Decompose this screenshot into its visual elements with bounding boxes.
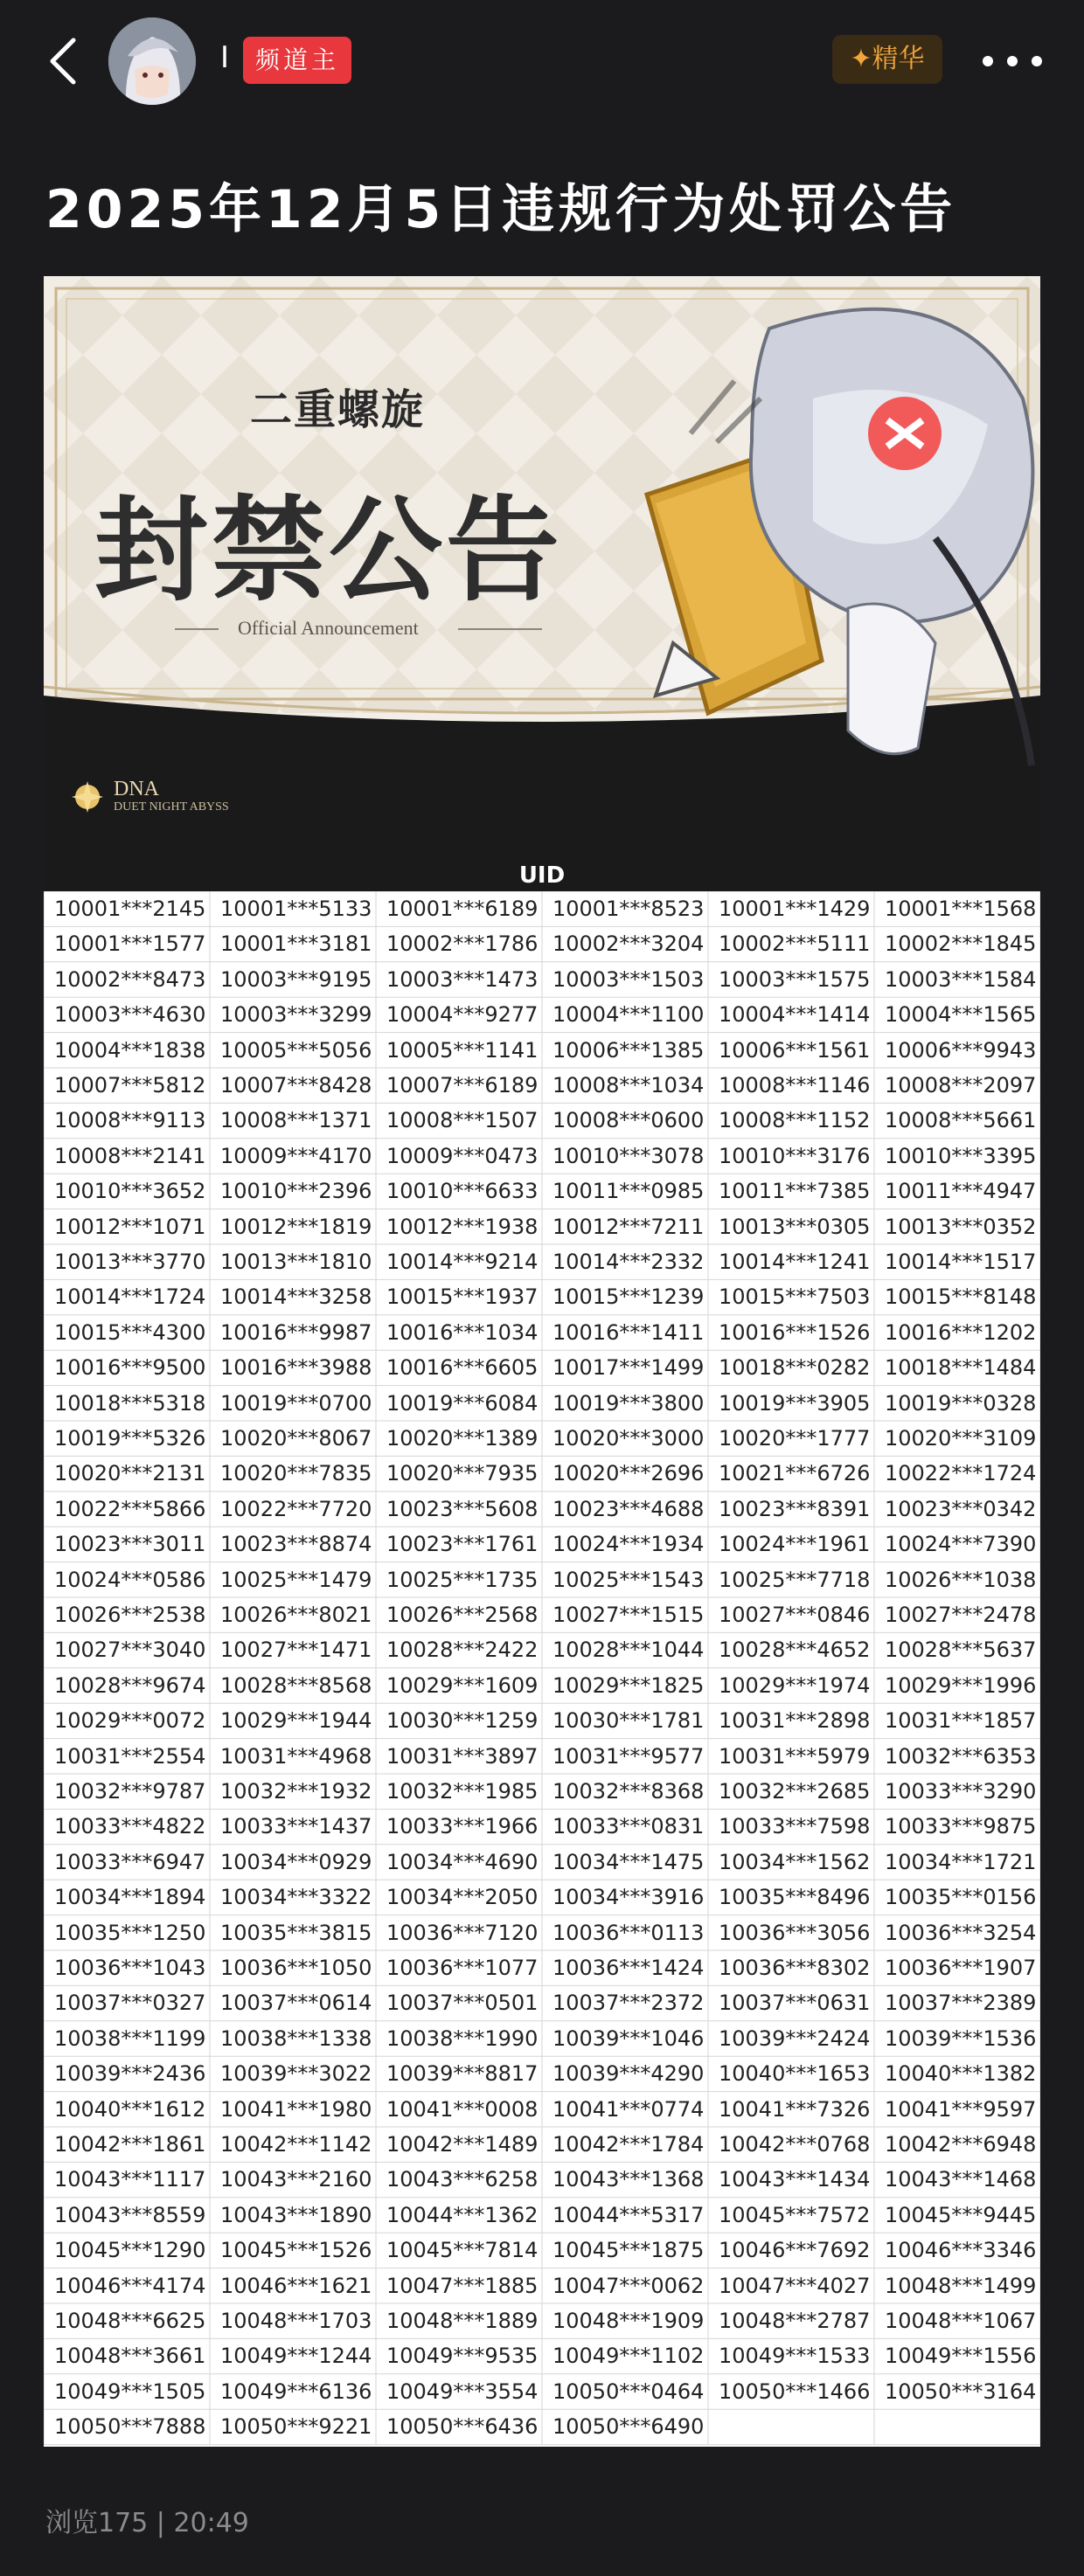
uid-cell: 10049***9535 <box>386 2344 539 2369</box>
uid-cell: 10001***2145 <box>54 897 206 921</box>
uid-cell: 10003***1473 <box>386 966 539 992</box>
uid-cell: 10042***1784 <box>552 2132 705 2157</box>
uid-cell: 10041***0008 <box>386 2096 539 2122</box>
uid-cell: 10043***1117 <box>54 2167 206 2192</box>
uid-table <box>44 860 1040 2447</box>
uid-cell: 10025***1543 <box>552 1567 705 1592</box>
uid-cell: 10008***0600 <box>552 1108 705 1133</box>
uid-cell: 10014***1241 <box>719 1250 871 1274</box>
uid-cell: 10048***2787 <box>719 2309 871 2333</box>
uid-cell: 10042***1861 <box>54 2132 206 2157</box>
uid-cell: 10013***1810 <box>220 1250 372 1274</box>
uid-cell: 10049***3554 <box>386 2379 539 2404</box>
uid-cell: 10033***4822 <box>54 1814 206 1839</box>
uid-cell: 10016***1526 <box>719 1319 871 1345</box>
username[interactable]: I <box>220 40 230 75</box>
uid-cell: 10036***1077 <box>386 1956 539 1980</box>
uid-cell: 10018***1484 <box>885 1355 1037 1381</box>
uid-cell: 10026***2568 <box>386 1603 539 1627</box>
uid-cell: 10036***1907 <box>885 1956 1037 1980</box>
top-bar <box>0 0 1084 122</box>
uid-cell: 10019***5326 <box>54 1426 206 1451</box>
uid-cell: 10020***2131 <box>54 1461 206 1486</box>
uid-cell: 10019***3905 <box>719 1390 871 1416</box>
uid-cell: 10047***1885 <box>386 2273 539 2298</box>
uid-cell: 10029***1974 <box>719 1672 871 1698</box>
uid-cell: 10024***7390 <box>885 1532 1037 1557</box>
uid-cell: 10036***1050 <box>220 1956 372 1980</box>
uid-cell: 10045***7572 <box>719 2202 871 2227</box>
uid-cell: 10015***8148 <box>885 1285 1037 1310</box>
post-title: 2025年12月5日违规行为处罚公告 <box>45 179 957 240</box>
uid-cell: 10002***5111 <box>719 931 871 957</box>
uid-cell: 10022***5866 <box>54 1496 206 1521</box>
uid-cell: 10020***8067 <box>220 1426 372 1451</box>
uid-cell: 10029***1944 <box>220 1708 372 1734</box>
uid-cell: 10035***8496 <box>719 1885 871 1910</box>
uid-cell: 10031***1857 <box>885 1708 1037 1734</box>
uid-cell: 10024***1961 <box>719 1532 871 1557</box>
uid-cell: 10020***2696 <box>552 1461 705 1486</box>
uid-cell: 10032***8368 <box>552 1779 705 1804</box>
uid-cell: 10008***5661 <box>885 1108 1037 1133</box>
uid-cell: 10043***1890 <box>220 2202 372 2227</box>
more-dots-icon[interactable] <box>977 44 1047 79</box>
uid-cell: 10004***1838 <box>54 1037 206 1063</box>
uid-cell: 10008***2097 <box>885 1073 1037 1098</box>
uid-cell: 10033***3290 <box>885 1779 1037 1804</box>
uid-cell: 10008***1146 <box>719 1073 871 1098</box>
uid-cell: 10005***5056 <box>220 1037 372 1063</box>
uid-cell: 10034***1475 <box>552 1849 705 1874</box>
uid-cell: 10041***7326 <box>719 2096 871 2122</box>
uid-cell: 10040***1612 <box>54 2096 206 2122</box>
uid-cell: 10049***1244 <box>220 2344 372 2369</box>
uid-cell: 10003***9195 <box>220 966 372 992</box>
uid-cell: 10008***1371 <box>220 1108 372 1133</box>
uid-cell: 10008***1034 <box>552 1073 705 1098</box>
uid-cell: 10023***0342 <box>885 1496 1037 1521</box>
uid-cell: 10010***3176 <box>719 1143 871 1168</box>
uid-cell <box>708 2409 874 2444</box>
uid-cell: 10042***6948 <box>885 2132 1037 2157</box>
uid-cell: 10042***1142 <box>220 2132 372 2157</box>
uid-cell: 10015***1937 <box>386 1285 539 1310</box>
uid-cell: 10017***1499 <box>552 1355 705 1381</box>
uid-cell: 10002***1845 <box>885 931 1037 957</box>
uid-cell: 10048***6625 <box>54 2309 206 2333</box>
uid-cell: 10033***1437 <box>220 1814 372 1839</box>
uid-cell: 10006***1561 <box>719 1037 871 1063</box>
uid-cell: 10034***4690 <box>386 1849 539 1874</box>
uid-cell: 10043***6258 <box>386 2167 539 2192</box>
uid-cell: 10032***1985 <box>386 1779 539 1804</box>
uid-cell: 10049***1505 <box>54 2379 206 2404</box>
uid-cell: 10036***3254 <box>885 1920 1037 1945</box>
uid-cell: 10026***1038 <box>885 1567 1037 1592</box>
uid-cell: 10034***3322 <box>220 1885 372 1910</box>
uid-cell: 10001***3181 <box>220 931 372 957</box>
uid-cell: 10003***1584 <box>885 966 1037 992</box>
uid-cell: 10039***2424 <box>719 2025 871 2051</box>
uid-cell: 10012***1938 <box>386 1214 539 1239</box>
uid-cell: 10032***2685 <box>719 1779 871 1804</box>
uid-cell: 10038***1990 <box>386 2025 539 2051</box>
uid-cell: 10008***2141 <box>54 1143 206 1168</box>
uid-cell: 10046***1621 <box>220 2273 372 2298</box>
uid-cell: 10039***8817 <box>386 2061 539 2087</box>
uid-cell: 10004***1100 <box>552 1002 705 1028</box>
uid-cell: 10034***1721 <box>885 1849 1037 1874</box>
uid-cell: 10042***1489 <box>386 2132 539 2157</box>
uid-cell: 10019***3800 <box>552 1390 705 1416</box>
uid-cell: 10036***7120 <box>386 1920 539 1945</box>
uid-cell: 10013***3770 <box>54 1250 206 1274</box>
uid-cell: 10002***8473 <box>54 966 206 992</box>
uid-cell: 10050***0464 <box>552 2379 705 2404</box>
uid-cell: 10001***1429 <box>719 897 871 921</box>
uid-cell: 10041***9597 <box>885 2096 1037 2122</box>
uid-cell: 10048***1889 <box>386 2309 539 2333</box>
uid-cell: 10016***3988 <box>220 1355 372 1381</box>
uid-cell: 10036***3056 <box>719 1920 871 1945</box>
uid-cell: 10041***1980 <box>220 2096 372 2122</box>
uid-cell: 10002***3204 <box>552 931 705 957</box>
uid-cell: 10018***0282 <box>719 1355 871 1381</box>
uid-cell: 10035***3815 <box>220 1920 372 1945</box>
uid-cell: 10028***1044 <box>552 1638 705 1663</box>
uid-cell: 10020***1389 <box>386 1426 539 1451</box>
uid-cell: 10028***4652 <box>719 1638 871 1663</box>
uid-cell: 10006***9943 <box>885 1037 1037 1063</box>
uid-cell: 10029***1825 <box>552 1672 705 1698</box>
uid-cell: 10007***6189 <box>386 1073 539 1098</box>
uid-cell: 10046***4174 <box>54 2273 206 2298</box>
uid-cell: 10049***1556 <box>885 2344 1037 2369</box>
uid-cell: 10030***1781 <box>552 1708 705 1734</box>
uid-cell: 10034***3916 <box>552 1885 705 1910</box>
uid-cell: 10014***1724 <box>54 1285 206 1310</box>
uid-cell: 10027***1471 <box>220 1638 372 1663</box>
uid-cell: 10043***1368 <box>552 2167 705 2192</box>
uid-cell: 10010***3078 <box>552 1143 705 1168</box>
uid-cell: 10043***1468 <box>885 2167 1037 2192</box>
uid-cell: 10028***8568 <box>220 1672 372 1698</box>
uid-cell: 10016***9987 <box>220 1319 372 1345</box>
uid-cell: 10045***7814 <box>386 2238 539 2263</box>
uid-cell: 10045***1526 <box>220 2238 372 2263</box>
uid-cell: 10047***4027 <box>719 2273 871 2298</box>
uid-cell: 10042***0768 <box>719 2132 871 2157</box>
uid-cell: 10009***4170 <box>220 1143 372 1168</box>
uid-cell: 10014***2332 <box>552 1250 705 1274</box>
uid-cell: 10024***0586 <box>54 1567 206 1592</box>
uid-cell: 10018***5318 <box>54 1390 206 1416</box>
owner-badge: 频道主 <box>243 37 351 84</box>
uid-cell: 10040***1653 <box>719 2061 871 2087</box>
uid-cell: 10040***1382 <box>885 2061 1037 2087</box>
uid-cell: 10035***0156 <box>885 1885 1037 1910</box>
uid-cell: 10049***6136 <box>220 2379 372 2404</box>
uid-cell: 10014***1517 <box>885 1250 1037 1274</box>
uid-cell: 10016***1034 <box>386 1319 539 1345</box>
uid-cell: 10050***6436 <box>386 2414 539 2440</box>
uid-cell: 10025***1735 <box>386 1567 539 1592</box>
uid-cell: 10048***1499 <box>885 2273 1037 2298</box>
uid-cell: 10001***5133 <box>220 897 372 921</box>
uid-cell: 10039***3022 <box>220 2061 372 2087</box>
uid-cell: 10049***1533 <box>719 2344 871 2369</box>
uid-cell: 10045***9445 <box>885 2202 1037 2227</box>
uid-cell: 10016***1202 <box>885 1319 1037 1345</box>
uid-cell: 10010***3395 <box>885 1143 1037 1168</box>
uid-cell: 10004***1565 <box>885 1002 1037 1028</box>
uid-cell: 10025***7718 <box>719 1567 871 1592</box>
uid-cell: 10029***1996 <box>885 1672 1037 1698</box>
uid-cell: 10027***2478 <box>885 1603 1037 1627</box>
uid-cell: 10014***9214 <box>386 1250 539 1274</box>
uid-cell: 10043***8559 <box>54 2202 206 2227</box>
uid-cell: 10033***9875 <box>885 1814 1037 1839</box>
table-header: UID <box>44 860 1040 891</box>
uid-cell: 10037***2389 <box>885 1991 1037 2016</box>
uid-cell: 10023***3011 <box>54 1532 206 1557</box>
uid-cell: 10019***0328 <box>885 1390 1037 1416</box>
uid-cell: 10023***8391 <box>719 1496 871 1521</box>
uid-cell: 10036***1424 <box>552 1956 705 1980</box>
uid-cell: 10027***3040 <box>54 1638 206 1663</box>
uid-cell: 10027***1515 <box>552 1603 705 1627</box>
uid-cell: 10028***2422 <box>386 1638 539 1663</box>
uid-cell: 10001***1577 <box>54 931 206 957</box>
uid-cell: 10020***3109 <box>885 1426 1037 1451</box>
uid-cell: 10034***1562 <box>719 1849 871 1874</box>
uid-cell: 10044***1362 <box>386 2202 539 2227</box>
uid-cell: 10050***6490 <box>552 2414 705 2440</box>
uid-cell: 10004***1414 <box>719 1002 871 1028</box>
uid-cell: 10023***8874 <box>220 1532 372 1557</box>
uid-cell: 10003***3299 <box>220 1002 372 1028</box>
uid-cell: 10020***3000 <box>552 1426 705 1451</box>
uid-cell: 10013***0305 <box>719 1214 871 1239</box>
banner-subheading: Official Announcement <box>238 617 419 639</box>
uid-cell: 10003***1575 <box>719 966 871 992</box>
uid-cell: 10034***0929 <box>220 1849 372 1874</box>
uid-cell: 10016***1411 <box>552 1319 705 1345</box>
uid-cell: 10033***0831 <box>552 1814 705 1839</box>
uid-cell: 10008***9113 <box>54 1108 206 1133</box>
uid-cell: 10037***0501 <box>386 1991 539 2016</box>
uid-cell: 10032***1932 <box>220 1779 372 1804</box>
uid-cell: 10043***2160 <box>220 2167 372 2192</box>
uid-cell: 10030***1259 <box>386 1708 539 1734</box>
uid-cell: 10020***1777 <box>719 1426 871 1451</box>
avatar[interactable] <box>108 17 196 105</box>
uid-cell: 10011***7385 <box>719 1179 871 1204</box>
uid-cell: 10036***1043 <box>54 1956 206 1980</box>
uid-cell: 10032***9787 <box>54 1779 206 1804</box>
uid-cell: 10010***3652 <box>54 1179 206 1204</box>
uid-cell: 10039***1046 <box>552 2025 705 2051</box>
elite-badge: ✦精华 <box>832 35 942 84</box>
announcement-banner <box>44 276 1040 862</box>
uid-cell: 10005***1141 <box>386 1037 539 1063</box>
uid-cell: 10023***1761 <box>386 1532 539 1557</box>
uid-cell: 10011***4947 <box>885 1179 1037 1204</box>
view-count-and-time: 浏览175 | 20:49 <box>45 2508 249 2538</box>
uid-cell: 10019***6084 <box>386 1390 539 1416</box>
uid-cell: 10046***3346 <box>885 2238 1037 2263</box>
uid-cell: 10026***2538 <box>54 1603 206 1627</box>
uid-cell: 10019***0700 <box>220 1390 372 1416</box>
uid-grid <box>44 891 1040 2447</box>
uid-cell: 10016***9500 <box>54 1355 206 1381</box>
back-arrow-icon[interactable] <box>45 35 80 87</box>
uid-cell: 10020***7935 <box>386 1461 539 1486</box>
uid-cell: 10024***1934 <box>552 1532 705 1557</box>
uid-cell: 10034***1894 <box>54 1885 206 1910</box>
uid-cell: 10039***1536 <box>885 2025 1037 2051</box>
uid-cell: 10050***3164 <box>885 2379 1037 2404</box>
uid-cell: 10039***2436 <box>54 2061 206 2087</box>
uid-cell: 10045***1290 <box>54 2238 206 2263</box>
uid-cell: 10022***7720 <box>220 1496 372 1521</box>
game-logo: 二重螺旋 <box>250 385 426 434</box>
uid-cell: 10014***3258 <box>220 1285 372 1310</box>
uid-cell <box>874 2409 1040 2444</box>
uid-cell: 10031***2898 <box>719 1708 871 1734</box>
uid-cell: 10031***2554 <box>54 1743 206 1769</box>
uid-cell: 10037***0327 <box>54 1991 206 2016</box>
uid-cell: 10033***1966 <box>386 1814 539 1839</box>
uid-cell: 10048***3661 <box>54 2344 206 2369</box>
uid-cell: 10034***2050 <box>386 1885 539 1910</box>
uid-cell: 10038***1338 <box>220 2025 372 2051</box>
uid-cell: 10026***8021 <box>220 1603 372 1627</box>
uid-cell: 10001***8523 <box>552 897 705 921</box>
uid-cell: 10038***1199 <box>54 2025 206 2051</box>
uid-cell: 10031***4968 <box>220 1743 372 1769</box>
uid-cell: 10033***6947 <box>54 1849 206 1874</box>
uid-cell: 10006***1385 <box>552 1037 705 1063</box>
uid-cell: 10039***4290 <box>552 2061 705 2087</box>
uid-cell: 10037***0631 <box>719 1991 871 2016</box>
uid-cell: 10001***6189 <box>386 897 539 921</box>
uid-cell: 10020***7835 <box>220 1461 372 1486</box>
uid-cell: 10044***5317 <box>552 2202 705 2227</box>
uid-cell: 10047***0062 <box>552 2273 705 2298</box>
uid-cell: 10012***1071 <box>54 1214 206 1239</box>
uid-cell: 10025***1479 <box>220 1567 372 1592</box>
uid-cell: 10012***7211 <box>552 1214 705 1239</box>
uid-cell: 10036***0113 <box>552 1920 705 1945</box>
uid-cell: 10023***4688 <box>552 1496 705 1521</box>
uid-cell: 10023***5608 <box>386 1496 539 1521</box>
uid-cell: 10027***0846 <box>719 1603 871 1627</box>
uid-cell: 10031***5979 <box>719 1743 871 1769</box>
uid-cell: 10029***1609 <box>386 1672 539 1698</box>
uid-cell: 10032***6353 <box>885 1743 1037 1769</box>
uid-cell: 10001***1568 <box>885 897 1037 921</box>
uid-cell: 10010***6633 <box>386 1179 539 1204</box>
uid-cell: 10029***0072 <box>54 1708 206 1734</box>
brand-subtitle: DUET NIGHT ABYSS <box>114 800 229 814</box>
uid-cell: 10010***2396 <box>220 1179 372 1204</box>
uid-cell: 10037***2372 <box>552 1991 705 2016</box>
uid-cell: 10028***5637 <box>885 1638 1037 1663</box>
uid-cell: 10022***1724 <box>885 1461 1037 1486</box>
uid-cell: 10015***1239 <box>552 1285 705 1310</box>
uid-cell: 10007***5812 <box>54 1073 206 1098</box>
uid-cell: 10035***1250 <box>54 1920 206 1945</box>
uid-cell: 10050***7888 <box>54 2414 206 2440</box>
uid-cell: 10048***1067 <box>885 2309 1037 2333</box>
uid-cell: 10016***6605 <box>386 1355 539 1381</box>
banner-heading: 封禁公告 <box>94 483 564 617</box>
uid-cell: 10041***0774 <box>552 2096 705 2122</box>
uid-cell: 10045***1875 <box>552 2238 705 2263</box>
uid-cell: 10004***9277 <box>386 1002 539 1028</box>
uid-cell: 10008***1507 <box>386 1108 539 1133</box>
uid-cell: 10028***9674 <box>54 1672 206 1698</box>
uid-cell: 10046***7692 <box>719 2238 871 2263</box>
uid-cell: 10048***1909 <box>552 2309 705 2333</box>
uid-cell: 10031***3897 <box>386 1743 539 1769</box>
uid-cell: 10012***1819 <box>220 1214 372 1239</box>
uid-cell: 10007***8428 <box>220 1073 372 1098</box>
uid-cell: 10015***7503 <box>719 1285 871 1310</box>
uid-cell: 10050***9221 <box>220 2414 372 2440</box>
uid-cell: 10037***0614 <box>220 1991 372 2016</box>
uid-cell: 10049***1102 <box>552 2344 705 2369</box>
brand-name: DNA <box>114 778 159 800</box>
uid-cell: 10011***0985 <box>552 1179 705 1204</box>
uid-cell: 10003***1503 <box>552 966 705 992</box>
uid-cell: 10043***1434 <box>719 2167 871 2192</box>
uid-cell: 10013***0352 <box>885 1214 1037 1239</box>
uid-cell: 10015***4300 <box>54 1319 206 1345</box>
uid-cell: 10033***7598 <box>719 1814 871 1839</box>
uid-cell: 10048***1703 <box>220 2309 372 2333</box>
uid-cell: 10002***1786 <box>386 931 539 957</box>
uid-cell: 10031***9577 <box>552 1743 705 1769</box>
uid-cell: 10008***1152 <box>719 1108 871 1133</box>
uid-cell: 10009***0473 <box>386 1143 539 1168</box>
uid-cell: 10050***1466 <box>719 2379 871 2404</box>
uid-cell: 10036***8302 <box>719 1956 871 1980</box>
uid-cell: 10021***6726 <box>719 1461 871 1486</box>
uid-cell: 10003***4630 <box>54 1002 206 1028</box>
